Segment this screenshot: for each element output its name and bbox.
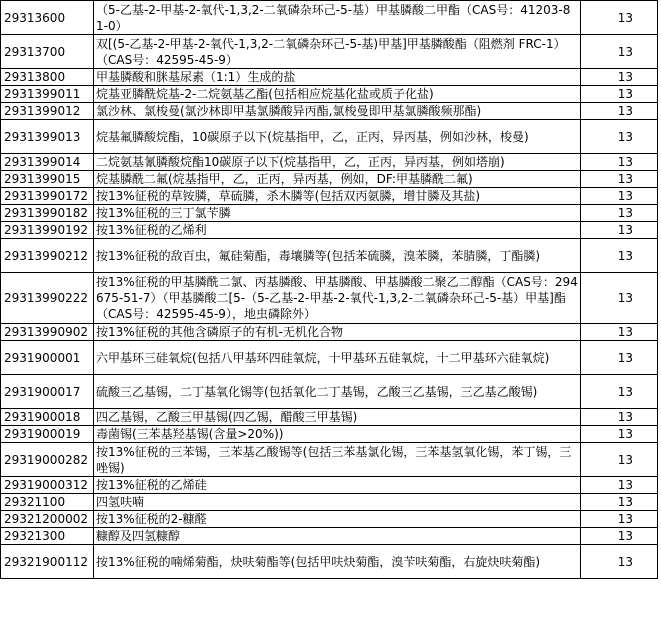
row-rate-cell: 13 — [581, 103, 658, 120]
row-description-cell: 二烷氨基氰膦酸烷酯10碳原子以下(烷基指甲，乙，正丙，异丙基，例如塔崩) — [94, 154, 581, 171]
table-row — [1, 69, 658, 86]
row-code-cell: 29313700 — [1, 35, 94, 69]
table-row — [1, 103, 658, 120]
row-rate-cell: 13 — [581, 494, 658, 511]
row-description-cell: 按13%征税的三苯锡，三苯基乙酸锡等(包括三苯基氯化锡，三苯基氢氧化锡，苯丁锡，三唑锡) — [94, 443, 581, 477]
table-row — [1, 273, 658, 324]
row-code-cell: 29313800 — [1, 69, 94, 86]
table-row — [1, 86, 658, 103]
row-code-cell: 29313990222 — [1, 273, 94, 324]
table-row — [1, 477, 658, 494]
row-code-cell: 29321200002 — [1, 511, 94, 528]
row-rate-cell: 13 — [581, 409, 658, 426]
row-rate-cell: 13 — [581, 120, 658, 154]
row-rate-cell: 13 — [581, 171, 658, 188]
row-code-cell: 29313990212 — [1, 239, 94, 273]
row-rate-cell: 13 — [581, 528, 658, 545]
row-rate-cell: 13 — [581, 341, 658, 375]
table-row — [1, 120, 658, 154]
row-rate-cell: 13 — [581, 273, 658, 324]
row-description-cell: 烷基膦酰二氟(烷基指甲，乙，正丙，异丙基，例如，DF:甲基膦酰二氟) — [94, 171, 581, 188]
row-rate-cell: 13 — [581, 443, 658, 477]
table-row — [1, 494, 658, 511]
row-description-cell: 烷基亚膦酰烷基-2-二烷氨基乙酯(包括相应烷基化盐或质子化盐) — [94, 86, 581, 103]
table-row — [1, 239, 658, 273]
tariff-table-body — [1, 1, 658, 579]
table-row — [1, 171, 658, 188]
table-row — [1, 409, 658, 426]
row-code-cell: 2931900001 — [1, 341, 94, 375]
row-description-cell: 毒菌锡(三苯基羟基锡(含量>20%)) — [94, 426, 581, 443]
row-description-cell: 四乙基锡，乙酸三甲基锡(四乙锡，醋酸三甲基锡) — [94, 409, 581, 426]
row-code-cell: 2931900018 — [1, 409, 94, 426]
table-row — [1, 205, 658, 222]
row-description-cell: 六甲基环三硅氧烷(包括八甲基环四硅氧烷，十甲基环五硅氧烷，十二甲基环六硅氧烷) — [94, 341, 581, 375]
row-rate-cell: 13 — [581, 154, 658, 171]
row-description-cell: 按13%征税的乙烯硅 — [94, 477, 581, 494]
row-code-cell: 2931900017 — [1, 375, 94, 409]
table-row — [1, 375, 658, 409]
row-code-cell: 29319000312 — [1, 477, 94, 494]
table-row — [1, 443, 658, 477]
table-row — [1, 1, 658, 35]
table-row — [1, 528, 658, 545]
row-code-cell: 2931399012 — [1, 103, 94, 120]
row-rate-cell: 13 — [581, 86, 658, 103]
table-row — [1, 341, 658, 375]
row-rate-cell: 13 — [581, 477, 658, 494]
row-description-cell: 按13%征税的甲基膦酰二氯、丙基膦酸、甲基膦酸、甲基膦酸二聚乙二醇酯（CAS号：294675-51-7）（甲基膦酸二[5-（5-乙基-2-甲基-2-氧代-1,3,2-二氧磷杂环己-5-基）甲基]酯（CAS号：42595-45-9），地虫磷除外） — [94, 273, 581, 324]
row-description-cell: 按13%征税的乙烯利 — [94, 222, 581, 239]
row-code-cell: 29313990192 — [1, 222, 94, 239]
row-code-cell: 29321300 — [1, 528, 94, 545]
row-rate-cell: 13 — [581, 511, 658, 528]
row-code-cell: 2931900019 — [1, 426, 94, 443]
table-row — [1, 545, 658, 579]
row-rate-cell: 13 — [581, 69, 658, 86]
row-description-cell: 四氢呋喃 — [94, 494, 581, 511]
row-rate-cell: 13 — [581, 205, 658, 222]
row-description-cell: （5-乙基-2-甲基-2-氧代-1,3,2-二氧磷杂环己-5-基）甲基膦酸二甲酯（CAS号：41203-81-0） — [94, 1, 581, 35]
table-row — [1, 324, 658, 341]
row-rate-cell: 13 — [581, 222, 658, 239]
table-row — [1, 426, 658, 443]
row-description-cell: 按13%征税的草铵膦，草硫膦，杀木膦等(包括双丙氨膦，增甘膦及其盐) — [94, 188, 581, 205]
row-rate-cell: 13 — [581, 375, 658, 409]
row-rate-cell: 13 — [581, 324, 658, 341]
row-rate-cell: 13 — [581, 239, 658, 273]
row-rate-cell: 13 — [581, 1, 658, 35]
row-description-cell: 按13%征税的敌百虫，氟硅菊酯，毒壤膦等(包括苯硫膦，溴苯膦，苯腈膦，丁酯膦) — [94, 239, 581, 273]
row-code-cell: 2931399013 — [1, 120, 94, 154]
row-description-cell: 氯沙林、氯梭曼(氯沙林即甲基氯膦酸异丙酯,氯梭曼即甲基氯膦酸频那酯) — [94, 103, 581, 120]
row-code-cell: 29313990172 — [1, 188, 94, 205]
table-row — [1, 35, 658, 69]
row-description-cell: 烷基氟膦酸烷酯，10碳原子以下(烷基指甲，乙，正丙，异丙基，例如沙林，梭曼) — [94, 120, 581, 154]
row-description-cell: 按13%征税的喃烯菊酯，炔呋菊酯等(包括甲呋炔菊酯，溴苄呋菊酯，右旋炔呋菊酯) — [94, 545, 581, 579]
row-code-cell: 29321100 — [1, 494, 94, 511]
row-code-cell: 29313990182 — [1, 205, 94, 222]
row-rate-cell: 13 — [581, 545, 658, 579]
row-description-cell: 甲基膦酸和脒基尿素（1:1）生成的盐 — [94, 69, 581, 86]
row-description-cell: 按13%征税的其他含磷原子的有机-无机化合物 — [94, 324, 581, 341]
row-rate-cell: 13 — [581, 426, 658, 443]
row-description-cell: 双[(5-乙基-2-甲基-2-氧代-1,3,2-二氧磷杂环己-5-基)甲基]甲基膦酸酯（阻燃剂 FRC-1）（CAS号：42595-45-9） — [94, 35, 581, 69]
table-row — [1, 188, 658, 205]
row-rate-cell: 13 — [581, 35, 658, 69]
row-code-cell: 29319000282 — [1, 443, 94, 477]
row-rate-cell: 13 — [581, 188, 658, 205]
row-description-cell: 按13%征税的三丁氯苄膦 — [94, 205, 581, 222]
row-description-cell: 硫酸三乙基锡，二丁基氧化锡等(包括氧化二丁基锡，乙酸三乙基锡，三乙基乙酸锡) — [94, 375, 581, 409]
row-code-cell: 2931399014 — [1, 154, 94, 171]
table-row — [1, 222, 658, 239]
row-code-cell: 29313600 — [1, 1, 94, 35]
table-row — [1, 154, 658, 171]
row-description-cell: 按13%征税的2-糠醛 — [94, 511, 581, 528]
row-description-cell: 糠醇及四氢糠醇 — [94, 528, 581, 545]
row-code-cell: 2931399015 — [1, 171, 94, 188]
table-row — [1, 511, 658, 528]
row-code-cell: 29313990902 — [1, 324, 94, 341]
row-code-cell: 29321900112 — [1, 545, 94, 579]
row-code-cell: 2931399011 — [1, 86, 94, 103]
